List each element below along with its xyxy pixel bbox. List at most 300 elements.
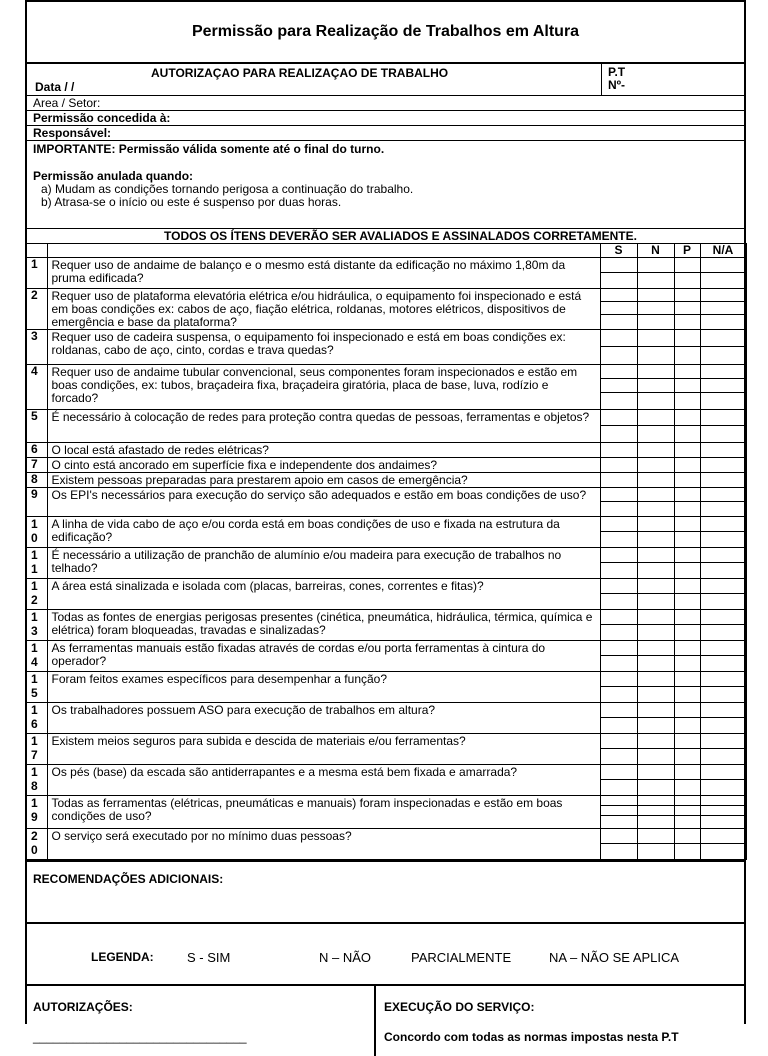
checkbox-subcell[interactable] bbox=[638, 347, 674, 364]
checkbox-subcell[interactable] bbox=[701, 625, 746, 640]
checkbox-subcell[interactable] bbox=[701, 780, 746, 795]
checkbox-cell[interactable] bbox=[700, 765, 746, 796]
item-text: Requer uso de plataforma elevatória elétrica e/ou hidráulica, o equipamento foi inspecionado e está em boas condições ex: cabos de aço, fiação elétrica, roldanas, motores elétricos, dispositivos de emergência e base da plataforma? bbox=[47, 289, 600, 330]
checkbox-cell[interactable] bbox=[674, 473, 700, 488]
checklist-header-row bbox=[27, 244, 746, 258]
checkbox-cell[interactable] bbox=[700, 548, 746, 579]
checkbox-subcell[interactable] bbox=[601, 641, 637, 656]
checkbox-cell[interactable] bbox=[674, 641, 700, 672]
table-row bbox=[27, 610, 746, 641]
checkbox-cell[interactable] bbox=[674, 289, 700, 330]
checkbox-cell[interactable] bbox=[700, 488, 746, 517]
checkbox-cell[interactable] bbox=[600, 517, 637, 548]
checkbox-subcell[interactable] bbox=[675, 806, 700, 816]
item-text: As ferramentas manuais estão fixadas através de cordas e/ou porta ferramentas à cintura do operador? bbox=[47, 641, 600, 672]
checkbox-subcell[interactable] bbox=[601, 273, 637, 288]
checkbox-subcell[interactable] bbox=[601, 502, 637, 516]
checkbox-subcell[interactable] bbox=[638, 672, 674, 687]
table-row bbox=[27, 517, 746, 548]
checkbox-subcell[interactable] bbox=[701, 765, 746, 780]
checkbox-cell[interactable] bbox=[600, 765, 637, 796]
checkbox-cell[interactable] bbox=[700, 579, 746, 610]
checkbox-subcell[interactable] bbox=[701, 273, 746, 288]
number-label: Nº- bbox=[608, 78, 626, 92]
checkbox-cell[interactable] bbox=[600, 365, 637, 410]
checkbox-cell[interactable] bbox=[700, 610, 746, 641]
checkbox-subcell[interactable] bbox=[675, 532, 700, 547]
checkbox-cell[interactable] bbox=[600, 473, 637, 488]
table-row bbox=[27, 443, 746, 458]
item-number: 20 bbox=[27, 829, 47, 860]
checkbox-subcell[interactable] bbox=[701, 443, 746, 457]
checkbox-cell[interactable] bbox=[674, 703, 700, 734]
checkbox-subcell[interactable] bbox=[638, 718, 674, 733]
checkbox-subcell[interactable] bbox=[675, 330, 700, 347]
checkbox-subcell[interactable] bbox=[638, 656, 674, 671]
item-text: É necessário a utilização de pranchão de alumínio e/ou madeira para execução de trabalhos no telhado? bbox=[47, 548, 600, 579]
checkbox-cell[interactable] bbox=[700, 703, 746, 734]
checkbox-subcell[interactable] bbox=[701, 488, 746, 502]
checkbox-subcell[interactable] bbox=[675, 302, 700, 315]
checkbox-cell[interactable] bbox=[637, 458, 674, 473]
checkbox-cell[interactable] bbox=[600, 458, 637, 473]
checkbox-cell[interactable] bbox=[600, 443, 637, 458]
checkbox-subcell[interactable] bbox=[701, 315, 746, 329]
checkbox-subcell[interactable] bbox=[601, 443, 637, 457]
checkbox-cell[interactable] bbox=[600, 610, 637, 641]
item-number: 11 bbox=[27, 548, 47, 579]
checkbox-cell[interactable] bbox=[700, 473, 746, 488]
checkbox-subcell[interactable] bbox=[675, 594, 700, 609]
checkbox-subcell[interactable] bbox=[701, 365, 746, 379]
table-row bbox=[27, 258, 746, 289]
item-text: Os trabalhadores possuem ASO para execução de trabalhos em altura? bbox=[47, 703, 600, 734]
checkbox-subcell[interactable] bbox=[638, 258, 674, 273]
checkbox-subcell[interactable] bbox=[701, 473, 746, 487]
checkbox-cell[interactable] bbox=[674, 410, 700, 443]
checkbox-subcell[interactable] bbox=[638, 734, 674, 749]
item-number: 6 bbox=[27, 443, 47, 458]
checkbox-subcell[interactable] bbox=[701, 806, 746, 816]
checkbox-subcell[interactable] bbox=[701, 718, 746, 733]
checkbox-cell[interactable] bbox=[700, 672, 746, 703]
checkbox-subcell[interactable] bbox=[601, 379, 637, 393]
checkbox-subcell[interactable] bbox=[701, 844, 746, 859]
checkbox-cell[interactable] bbox=[700, 517, 746, 548]
item-text: A área está sinalizada e isolada com (placas, barreiras, cones, correntes e fitas)? bbox=[47, 579, 600, 610]
checkbox-subcell[interactable] bbox=[675, 579, 700, 594]
item-number: 17 bbox=[27, 734, 47, 765]
checkbox-cell[interactable] bbox=[600, 703, 637, 734]
checkbox-cell[interactable] bbox=[600, 796, 637, 829]
checkbox-subcell[interactable] bbox=[675, 379, 700, 393]
checkbox-cell[interactable] bbox=[674, 517, 700, 548]
checkbox-subcell[interactable] bbox=[675, 563, 700, 578]
area-field[interactable]: Area / Setor: bbox=[27, 96, 744, 111]
execution-box[interactable] bbox=[378, 986, 746, 1056]
checkbox-subcell[interactable] bbox=[675, 610, 700, 625]
checkbox-subcell[interactable] bbox=[675, 641, 700, 656]
checkbox-subcell[interactable] bbox=[638, 563, 674, 578]
checkbox-cell[interactable] bbox=[637, 410, 674, 443]
checkbox-subcell[interactable] bbox=[601, 517, 637, 532]
checkbox-subcell[interactable] bbox=[601, 330, 637, 347]
checkbox-subcell[interactable] bbox=[701, 302, 746, 315]
checkbox-cell[interactable] bbox=[637, 289, 674, 330]
checkbox-subcell[interactable] bbox=[701, 579, 746, 594]
item-text: O serviço será executado por no mínimo duas pessoas? bbox=[47, 829, 600, 860]
checkbox-cell[interactable] bbox=[600, 829, 637, 860]
item-number: 15 bbox=[27, 672, 47, 703]
checkbox-subcell[interactable] bbox=[701, 330, 746, 347]
checkbox-subcell[interactable] bbox=[701, 687, 746, 702]
checkbox-cell[interactable] bbox=[600, 410, 637, 443]
table-row bbox=[27, 330, 746, 365]
pt-number-cell[interactable] bbox=[601, 64, 746, 95]
table-row bbox=[27, 473, 746, 488]
authorization-label: AUTORIZAÇAO PARA REALIZAÇAO DE TRABALHO bbox=[151, 66, 449, 80]
checkbox-subcell[interactable] bbox=[638, 488, 674, 502]
signature-line[interactable]: ________________________________ bbox=[33, 1030, 247, 1044]
checkbox-subcell[interactable] bbox=[638, 458, 674, 472]
checkbox-subcell[interactable] bbox=[601, 734, 637, 749]
checkbox-cell[interactable] bbox=[674, 734, 700, 765]
item-text: Os EPI's necessários para execução do serviço são adequados e estão em boas condições de uso? bbox=[47, 488, 600, 517]
checkbox-cell[interactable] bbox=[700, 365, 746, 410]
checkbox-subcell[interactable] bbox=[638, 473, 674, 487]
checkbox-subcell[interactable] bbox=[601, 473, 637, 487]
checkbox-cell[interactable] bbox=[637, 734, 674, 765]
checkbox-subcell[interactable] bbox=[675, 258, 700, 273]
checkbox-cell[interactable] bbox=[700, 829, 746, 860]
item-number: 14 bbox=[27, 641, 47, 672]
recommendations-section[interactable] bbox=[27, 860, 744, 922]
checkbox-subcell[interactable] bbox=[701, 517, 746, 532]
checkbox-subcell[interactable] bbox=[638, 289, 674, 302]
checkbox-subcell[interactable] bbox=[701, 410, 746, 426]
checkbox-subcell[interactable] bbox=[701, 289, 746, 302]
item-text: O cinto está ancorado em superfície fixa e independente dos andaimes? bbox=[47, 458, 600, 473]
checkbox-subcell[interactable] bbox=[601, 687, 637, 702]
table-row bbox=[27, 488, 746, 517]
checkbox-subcell[interactable] bbox=[638, 315, 674, 329]
checkbox-subcell[interactable] bbox=[638, 610, 674, 625]
checkbox-subcell[interactable] bbox=[601, 844, 637, 859]
checkbox-subcell[interactable] bbox=[675, 347, 700, 364]
checkbox-subcell[interactable] bbox=[638, 517, 674, 532]
checkbox-cell[interactable] bbox=[600, 641, 637, 672]
checkbox-subcell[interactable] bbox=[675, 780, 700, 795]
responsible-field[interactable]: Responsável: bbox=[27, 126, 744, 141]
permission-field[interactable]: Permissão concedida à: bbox=[27, 111, 744, 126]
checkbox-subcell[interactable] bbox=[638, 410, 674, 426]
checkbox-subcell[interactable] bbox=[638, 816, 674, 828]
checkbox-subcell[interactable] bbox=[638, 426, 674, 442]
checkbox-subcell[interactable] bbox=[701, 816, 746, 828]
checkbox-subcell[interactable] bbox=[701, 734, 746, 749]
checkbox-subcell[interactable] bbox=[701, 532, 746, 547]
item-number: 18 bbox=[27, 765, 47, 796]
checkbox-subcell[interactable] bbox=[601, 829, 637, 844]
checkbox-subcell[interactable] bbox=[638, 780, 674, 795]
checkbox-subcell[interactable] bbox=[675, 426, 700, 442]
checkbox-subcell[interactable] bbox=[701, 749, 746, 764]
checkbox-subcell[interactable] bbox=[675, 687, 700, 702]
checkbox-subcell[interactable] bbox=[601, 563, 637, 578]
checkbox-subcell[interactable] bbox=[638, 302, 674, 315]
checkbox-subcell[interactable] bbox=[601, 749, 637, 764]
checkbox-subcell[interactable] bbox=[601, 656, 637, 671]
checkbox-subcell[interactable] bbox=[601, 315, 637, 329]
checkbox-subcell[interactable] bbox=[601, 347, 637, 364]
checkbox-subcell[interactable] bbox=[675, 443, 700, 457]
table-row bbox=[27, 548, 746, 579]
table-row bbox=[27, 829, 746, 860]
checkbox-subcell[interactable] bbox=[701, 502, 746, 516]
checkbox-cell[interactable] bbox=[700, 458, 746, 473]
checkbox-subcell[interactable] bbox=[601, 393, 637, 409]
checkbox-subcell[interactable] bbox=[638, 703, 674, 718]
checkbox-subcell[interactable] bbox=[601, 548, 637, 563]
column-header: N bbox=[637, 244, 674, 258]
checkbox-subcell[interactable] bbox=[701, 641, 746, 656]
checkbox-cell[interactable] bbox=[700, 641, 746, 672]
checkbox-subcell[interactable] bbox=[638, 579, 674, 594]
checkbox-subcell[interactable] bbox=[675, 672, 700, 687]
checkbox-subcell[interactable] bbox=[601, 458, 637, 472]
checkbox-subcell[interactable] bbox=[701, 656, 746, 671]
item-number: 9 bbox=[27, 488, 47, 517]
table-row bbox=[27, 672, 746, 703]
checkbox-cell[interactable] bbox=[600, 548, 637, 579]
column-header: P bbox=[674, 244, 700, 258]
checkbox-subcell[interactable] bbox=[638, 844, 674, 859]
form-title: Permissão para Realização de Trabalhos em Altura bbox=[27, 2, 744, 64]
checkbox-subcell[interactable] bbox=[675, 273, 700, 288]
table-row bbox=[27, 765, 746, 796]
checkbox-subcell[interactable] bbox=[638, 796, 674, 806]
checkbox-cell[interactable] bbox=[600, 330, 637, 365]
checkbox-subcell[interactable] bbox=[701, 379, 746, 393]
checkbox-subcell[interactable] bbox=[675, 458, 700, 472]
checkbox-subcell[interactable] bbox=[701, 548, 746, 563]
checkbox-subcell[interactable] bbox=[601, 610, 637, 625]
recommendations-label: RECOMENDAÇÕES ADICIONAIS: bbox=[33, 872, 224, 886]
checkbox-subcell[interactable] bbox=[638, 687, 674, 702]
checkbox-subcell[interactable] bbox=[638, 330, 674, 347]
checkbox-subcell[interactable] bbox=[638, 393, 674, 409]
header-blank bbox=[47, 244, 600, 258]
checkbox-subcell[interactable] bbox=[601, 258, 637, 273]
checkbox-cell[interactable] bbox=[674, 488, 700, 517]
checkbox-subcell[interactable] bbox=[638, 749, 674, 764]
checkbox-subcell[interactable] bbox=[638, 806, 674, 816]
checkbox-cell[interactable] bbox=[674, 796, 700, 829]
checkbox-cell[interactable] bbox=[600, 258, 637, 289]
checkbox-subcell[interactable] bbox=[601, 426, 637, 442]
checkbox-subcell[interactable] bbox=[675, 365, 700, 379]
checkbox-subcell[interactable] bbox=[601, 703, 637, 718]
checkbox-subcell[interactable] bbox=[638, 594, 674, 609]
checkbox-subcell[interactable] bbox=[638, 625, 674, 640]
table-row bbox=[27, 734, 746, 765]
checkbox-subcell[interactable] bbox=[675, 488, 700, 502]
checkbox-cell[interactable] bbox=[674, 458, 700, 473]
item-text: Todas as fontes de energias perigosas presentes (cinética, pneumática, hidráulica, térmica, química e elétrica) foram bloqueadas, travadas e sinalizadas? bbox=[47, 610, 600, 641]
item-text: É necessário à colocação de redes para proteção contra quedas de pessoas, ferramentas e objetos? bbox=[47, 410, 600, 443]
checkbox-subcell[interactable] bbox=[675, 410, 700, 426]
checkbox-cell[interactable] bbox=[637, 610, 674, 641]
checkbox-cell[interactable] bbox=[674, 765, 700, 796]
checkbox-cell[interactable] bbox=[600, 289, 637, 330]
table-row bbox=[27, 796, 746, 829]
checkbox-subcell[interactable] bbox=[675, 765, 700, 780]
checkbox-cell[interactable] bbox=[637, 829, 674, 860]
checkbox-subcell[interactable] bbox=[675, 718, 700, 733]
checkbox-subcell[interactable] bbox=[701, 347, 746, 364]
checkbox-subcell[interactable] bbox=[675, 816, 700, 828]
checkbox-subcell[interactable] bbox=[675, 548, 700, 563]
checkbox-cell[interactable] bbox=[674, 330, 700, 365]
checkbox-subcell[interactable] bbox=[638, 273, 674, 288]
checkbox-cell[interactable] bbox=[674, 258, 700, 289]
checkbox-subcell[interactable] bbox=[675, 829, 700, 844]
checkbox-cell[interactable] bbox=[700, 410, 746, 443]
checkbox-cell[interactable] bbox=[637, 579, 674, 610]
checkbox-subcell[interactable] bbox=[701, 703, 746, 718]
checkbox-cell[interactable] bbox=[637, 548, 674, 579]
checkbox-subcell[interactable] bbox=[601, 302, 637, 315]
legend-label: LEGENDA: bbox=[91, 950, 154, 964]
checkbox-subcell[interactable] bbox=[701, 594, 746, 609]
checkbox-subcell[interactable] bbox=[701, 829, 746, 844]
checkbox-cell[interactable] bbox=[674, 610, 700, 641]
checkbox-subcell[interactable] bbox=[638, 829, 674, 844]
checkbox-cell[interactable] bbox=[700, 796, 746, 829]
checkbox-subcell[interactable] bbox=[601, 532, 637, 547]
pt-label: P.T bbox=[608, 65, 626, 79]
checkbox-subcell[interactable] bbox=[701, 796, 746, 806]
checkbox-subcell[interactable] bbox=[675, 289, 700, 302]
checkbox-subcell[interactable] bbox=[638, 765, 674, 780]
checkbox-cell[interactable] bbox=[674, 548, 700, 579]
checkbox-subcell[interactable] bbox=[638, 379, 674, 393]
checkbox-cell[interactable] bbox=[700, 258, 746, 289]
checkbox-subcell[interactable] bbox=[601, 672, 637, 687]
checkbox-subcell[interactable] bbox=[638, 502, 674, 516]
checkbox-subcell[interactable] bbox=[638, 548, 674, 563]
checkbox-subcell[interactable] bbox=[601, 718, 637, 733]
checkbox-subcell[interactable] bbox=[701, 393, 746, 409]
authorizations-label: AUTORIZAÇÕES: bbox=[33, 1000, 133, 1014]
item-text: Foram feitos exames específicos para desempenhar a função? bbox=[47, 672, 600, 703]
checkbox-cell[interactable] bbox=[637, 672, 674, 703]
checkbox-subcell[interactable] bbox=[638, 365, 674, 379]
checkbox-subcell[interactable] bbox=[601, 289, 637, 302]
checkbox-subcell[interactable] bbox=[638, 532, 674, 547]
checkbox-cell[interactable] bbox=[600, 734, 637, 765]
checkbox-subcell[interactable] bbox=[701, 258, 746, 273]
checkbox-cell[interactable] bbox=[600, 579, 637, 610]
table-row bbox=[27, 458, 746, 473]
checkbox-cell[interactable] bbox=[637, 473, 674, 488]
checkbox-subcell[interactable] bbox=[601, 365, 637, 379]
date-field[interactable]: Data / / bbox=[35, 80, 75, 94]
checkbox-cell[interactable] bbox=[637, 330, 674, 365]
checkbox-subcell[interactable] bbox=[675, 656, 700, 671]
checkbox-cell[interactable] bbox=[637, 796, 674, 829]
checkbox-cell[interactable] bbox=[637, 443, 674, 458]
checkbox-subcell[interactable] bbox=[675, 796, 700, 806]
checkbox-subcell[interactable] bbox=[638, 443, 674, 457]
checkbox-cell[interactable] bbox=[637, 258, 674, 289]
checkbox-subcell[interactable] bbox=[675, 734, 700, 749]
item-number: 12 bbox=[27, 579, 47, 610]
checkbox-cell[interactable] bbox=[674, 579, 700, 610]
item-number: 10 bbox=[27, 517, 47, 548]
checkbox-cell[interactable] bbox=[674, 443, 700, 458]
checkbox-subcell[interactable] bbox=[675, 502, 700, 516]
checkbox-cell[interactable] bbox=[637, 641, 674, 672]
checkbox-cell[interactable] bbox=[637, 517, 674, 548]
checkbox-subcell[interactable] bbox=[701, 563, 746, 578]
checkbox-subcell[interactable] bbox=[601, 816, 637, 828]
checkbox-subcell[interactable] bbox=[601, 780, 637, 795]
item-text: A linha de vida cabo de aço e/ou corda está em boas condições de uso e fixada na estrutura da edificação? bbox=[47, 517, 600, 548]
checkbox-cell[interactable] bbox=[700, 330, 746, 365]
checkbox-cell[interactable] bbox=[674, 672, 700, 703]
checklist-table bbox=[27, 243, 747, 860]
checkbox-subcell[interactable] bbox=[601, 625, 637, 640]
checkbox-cell[interactable] bbox=[637, 703, 674, 734]
annulled-condition-b: b) Atrasa-se o início ou este é suspenso por duas horas. bbox=[41, 195, 342, 209]
checkbox-cell[interactable] bbox=[674, 829, 700, 860]
checkbox-cell[interactable] bbox=[674, 365, 700, 410]
checkbox-subcell[interactable] bbox=[675, 703, 700, 718]
checkbox-subcell[interactable] bbox=[601, 579, 637, 594]
checkbox-subcell[interactable] bbox=[675, 844, 700, 859]
authorizations-box[interactable] bbox=[27, 986, 376, 1056]
checkbox-subcell[interactable] bbox=[601, 594, 637, 609]
item-number: 8 bbox=[27, 473, 47, 488]
checkbox-subcell[interactable] bbox=[601, 806, 637, 816]
checkbox-subcell[interactable] bbox=[638, 641, 674, 656]
checkbox-cell[interactable] bbox=[637, 365, 674, 410]
checkbox-cell[interactable] bbox=[600, 488, 637, 517]
checkbox-subcell[interactable] bbox=[701, 458, 746, 472]
checkbox-subcell[interactable] bbox=[675, 473, 700, 487]
checkbox-subcell[interactable] bbox=[701, 672, 746, 687]
checkbox-subcell[interactable] bbox=[675, 517, 700, 532]
checkbox-subcell[interactable] bbox=[701, 426, 746, 442]
checkbox-subcell[interactable] bbox=[675, 393, 700, 409]
item-text: Requer uso de andaime tubular convencional, seus componentes foram inspecionados e estão em boas condições, ex: tubos, braçadeira fixa, braçadeira giratória, placa de base, luva, rodízio e forcado? bbox=[47, 365, 600, 410]
checkbox-subcell[interactable] bbox=[601, 410, 637, 426]
checkbox-subcell[interactable] bbox=[601, 765, 637, 780]
checkbox-subcell[interactable] bbox=[675, 625, 700, 640]
checkbox-subcell[interactable] bbox=[701, 610, 746, 625]
checkbox-cell[interactable] bbox=[700, 734, 746, 765]
checkbox-cell[interactable] bbox=[637, 488, 674, 517]
checkbox-subcell[interactable] bbox=[601, 488, 637, 502]
checkbox-subcell[interactable] bbox=[601, 796, 637, 806]
checkbox-cell[interactable] bbox=[600, 672, 637, 703]
checkbox-cell[interactable] bbox=[700, 443, 746, 458]
checkbox-cell[interactable] bbox=[700, 289, 746, 330]
checkbox-subcell[interactable] bbox=[675, 749, 700, 764]
checkbox-subcell[interactable] bbox=[675, 315, 700, 329]
checkbox-cell[interactable] bbox=[637, 765, 674, 796]
